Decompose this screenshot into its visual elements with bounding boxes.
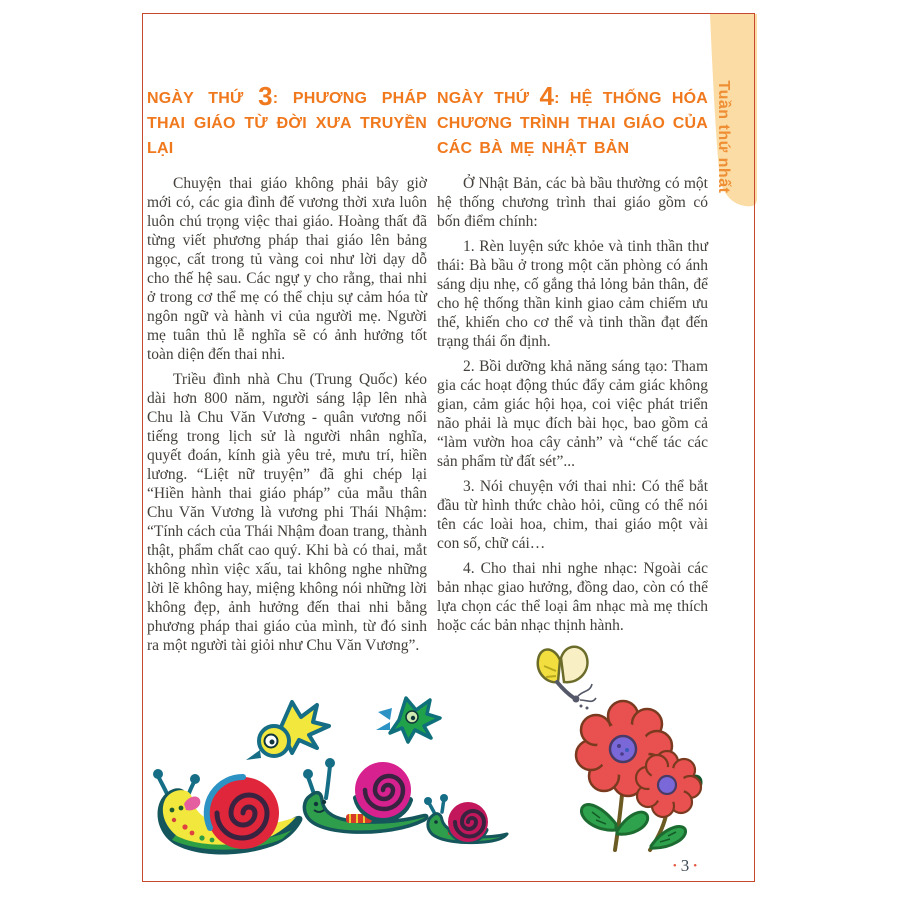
day-number: 3 bbox=[258, 81, 273, 111]
day-number: 4 bbox=[539, 81, 555, 111]
eye bbox=[322, 800, 326, 804]
shell-spiral bbox=[455, 811, 484, 837]
body-outline bbox=[158, 788, 303, 854]
small-flower-center bbox=[658, 776, 676, 794]
antenna bbox=[578, 684, 592, 696]
big-flower-petals bbox=[576, 701, 672, 796]
page-number bbox=[640, 856, 730, 876]
paragraph: 4. Cho thai nhi nghe nhạc: Ngoài các bản nhạc giao hưởng, đồng dao, còn có thể lựa chọn các thể loại âm nhạc mà mẹ thích hoặc các bản nhạc thịnh hành. bbox=[437, 560, 708, 634]
red-flowers bbox=[576, 701, 701, 850]
left-column bbox=[147, 81, 428, 661]
shell bbox=[448, 802, 488, 842]
paragraph: Triều đình nhà Chu (Trung Quốc) kéo dài hơn 800 năm, người sáng lập lên nhà Chu là Chu Văn Vương - quân vương nổi tiếng trong lịch sử là người nhân nghĩa, quyết đoán, kính già yêu trẻ, mưu trí, hiền lương. “Liệt nữ truyện” đã ghi chép lại “Hiền hành thai giáo pháp” của mẫu thân Chu Văn Vương là vương phi Thái Nhậm: “Tính cách của Thái Nhậm đoan trang, thành thật, phẩm chất cao quý. Khi bà có thai, mắt không nhìn việc xấu, tai không nghe những lời lẽ không hay, miệng không nói những lời không đẹp, ảnh hưởng đến thai nhi bằng phương pháp thai giáo của mình, từ đó sinh ra một người tài giỏi như Chu Văn Vương”. bbox=[147, 371, 427, 654]
eye bbox=[170, 808, 175, 813]
wing bbox=[561, 647, 587, 682]
shell bbox=[355, 762, 411, 818]
day-3-heading bbox=[147, 81, 428, 161]
shell-spiral bbox=[217, 795, 267, 838]
antenna bbox=[159, 778, 173, 808]
eye bbox=[314, 802, 318, 806]
eye bbox=[265, 735, 278, 748]
right-column bbox=[437, 81, 708, 641]
leaf bbox=[681, 776, 701, 794]
page-number-dot: • bbox=[693, 860, 698, 872]
green-snail bbox=[303, 758, 427, 832]
stem bbox=[650, 810, 667, 850]
green-bee bbox=[376, 698, 440, 742]
body bbox=[163, 790, 296, 845]
shell-spiral bbox=[365, 776, 403, 809]
page-number-dot: • bbox=[672, 860, 677, 872]
stem bbox=[615, 784, 623, 850]
body bbox=[428, 814, 507, 843]
paragraph: 3. Nói chuyện với thai nhi: Có thể bắt đầu từ hình thức chào hỏi, cũng có thể nói tên các loài hoa, chim, thai giáo một vài con số, chữ cái… bbox=[437, 478, 708, 552]
paragraph: Chuyện thai giáo không phải bây giờ mới có, các gia đình đế vương thời xưa luôn luôn chú trọng việc thai giáo. Hoàng thất đã từng viết phương pháp thai giáo lên bảng ngọc, cất trong tủ vàng coi như lời dạy dỗ cho thế hệ sau. Các ngự y cho rằng, thai nhi ở trong cơ thể mẹ có thể chịu sự cảm hóa từ ngôn ngữ và hành vi của người mẹ. Người mẹ tuân thủ lễ nghĩa sẽ có ảnh hưởng tốt toàn diện đến thai nhi. bbox=[147, 175, 427, 363]
paragraph: Ở Nhật Bản, các bà bầu thường có một hệ thống chương trình thai giáo gồm có bốn điểm chính: bbox=[437, 175, 708, 230]
heading-prefix: NGÀY THỨ bbox=[437, 90, 540, 107]
illustration-canvas bbox=[140, 638, 760, 873]
eye bbox=[406, 711, 418, 723]
eye bbox=[434, 820, 438, 824]
head bbox=[259, 726, 289, 756]
smile bbox=[314, 810, 324, 812]
heading-prefix: NGÀY THỨ bbox=[147, 90, 259, 107]
body bbox=[557, 682, 574, 698]
yellow-butterfly bbox=[538, 647, 596, 710]
body bbox=[304, 793, 426, 833]
antenna bbox=[580, 698, 596, 701]
heading-rest: : PHƯƠNG PHÁP THAI GIÁO TỪ ĐỜI XƯA TRUYỀN LẠI bbox=[147, 90, 428, 157]
heading-rest: : HỆ THỐNG HÓA CHƯƠNG TRÌNH THAI GIÁO CỦA CÁC BÀ MẸ NHẬT BẢN bbox=[437, 90, 708, 157]
paragraph: 2. Bồi dưỡng khả năng sáng tạo: Tham gia các hoạt động thúc đẩy cảm giác không gian, cảm giác hội họa, coi việc phát triển não phải là mục đích bài học, bao gồm cả “làm vườn hoa cây cảnh” và “chế tác các sản phẩm từ đất sét”... bbox=[437, 358, 708, 470]
antenna bbox=[442, 800, 444, 812]
leaf bbox=[617, 812, 648, 834]
wings bbox=[271, 702, 329, 753]
leaf bbox=[581, 805, 616, 831]
leaf bbox=[651, 826, 686, 848]
eye bbox=[179, 806, 184, 811]
yellow-snail bbox=[153, 769, 302, 855]
yellow-bee bbox=[246, 702, 329, 760]
paragraph: 1. Rèn luyện sức khỏe và tinh thần thư thái: Bà bầu ở trong một căn phòng có ánh sáng dịu nhẹ, cố gắng thả lỏng bản thân, để cho hệ thống thần kinh giao cảm chiếm ưu thế, khiến cho cơ thể và tinh thần đạt đến trạng thái ổn định. bbox=[437, 238, 708, 350]
antenna bbox=[185, 782, 194, 804]
big-flower-center bbox=[610, 736, 636, 762]
small-flower-petals bbox=[636, 751, 701, 817]
antenna bbox=[326, 766, 330, 798]
week-tab-label: Tuần thứ nhất bbox=[715, 80, 732, 194]
wing bbox=[538, 650, 560, 683]
antenna bbox=[308, 777, 316, 800]
day-4-heading bbox=[437, 81, 708, 161]
shell bbox=[207, 777, 279, 849]
page-number-value: 3 bbox=[680, 856, 690, 875]
antenna bbox=[429, 803, 435, 814]
small-snail bbox=[424, 794, 507, 843]
wings bbox=[390, 698, 440, 742]
